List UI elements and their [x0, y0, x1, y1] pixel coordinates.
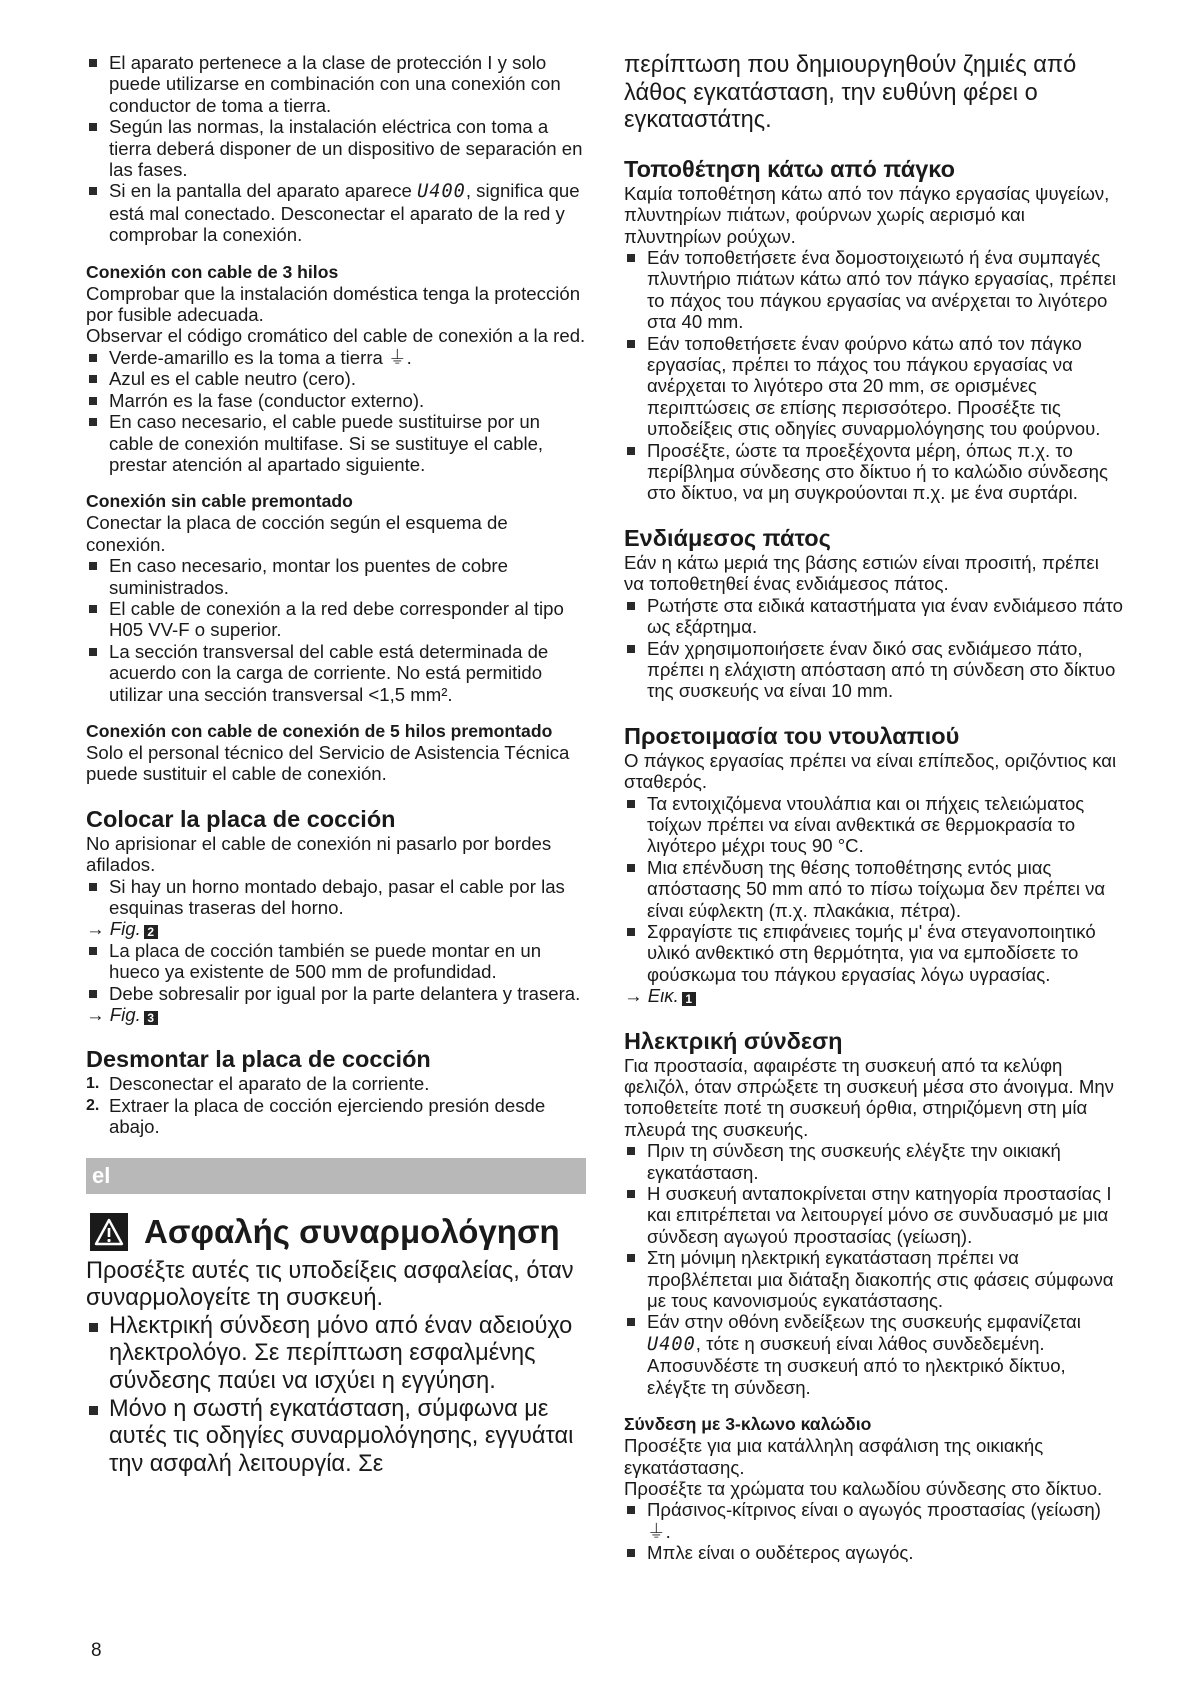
- list-item: [86, 180, 586, 245]
- list-item: Debe sobresalir por igual por la parte delantera y trasera.: [86, 983, 586, 1004]
- list-item: Marrón es la fase (conductor externo).: [86, 390, 586, 411]
- arrow-icon: →: [624, 985, 643, 1007]
- list-item: Εάν τοποθετήσετε ένα δομοστοιχειωτό ή ένα συμπαγές πλυντήριο πιάτων κάτω από τον πάγκο εργασίας, πρέπει το πάχος του πάγκου εργασίας να ανέρχεται το λιγότερο στα 40 mm.: [624, 247, 1124, 333]
- intro-bullet-list: [86, 52, 586, 246]
- right-column: [624, 52, 1124, 1564]
- display-code: U400: [647, 1333, 696, 1355]
- bullet-text: , significa que está mal conectado. Desconectar el aparato de la red y comprobar la conexión.: [109, 180, 580, 246]
- list-item: Στη μόνιμη ηλεκτρική εγκατάσταση πρέπει να προβλέπεται μια διάταξη διακοπής στις φάσεις σύμφωνα με τους κανονισμούς εγκατάστασης.: [624, 1247, 1124, 1311]
- paragraph: Observar el código cromático del cable de conexión a la red.: [86, 325, 586, 347]
- arrow-icon: →: [86, 1004, 105, 1026]
- list-item: Εάν τοποθετήσετε έναν φούρνο κάτω από τον πάγκο εργασίας, πρέπει το πάχος του πάγκου εργασίας να ανέρχεται το λιγότερο στα 20 mm, σε ορισμένες περιπτώσεις σε επίσης περισσότερο. Προσέξτε τις υποδείξεις στις οδηγίες συναρμολόγησης του φούρνου.: [624, 333, 1124, 440]
- paragraph: περίπτωση που δημιουργηθούν ζημιές από λάθος εγκατάσταση, την ευθύνη φέρει ο εγκαταστάτης.: [624, 52, 1077, 134]
- continued-text: [624, 52, 1124, 135]
- paragraph: Conectar la placa de cocción según el esquema de conexión.: [86, 512, 508, 555]
- list-item: Según las normas, la instalación eléctrica con toma a tierra deberá disponer de un dispositivo de separación en las fases.: [86, 116, 586, 180]
- paragraph: Solo el personal técnico del Servicio de Asistencia Técnica puede sustituir el cable de conexión.: [86, 741, 570, 785]
- list-item: Μόνο η σωστή εγκατάσταση, σύμφωνα με αυτές τις οδηγίες συναρμολόγησης, εγγυάται την ασφαλή λειτουργία. Σε: [86, 1396, 586, 1479]
- figure-label: Εικ.: [647, 985, 679, 1007]
- warning-icon: [90, 1213, 128, 1251]
- section-heading: Τοποθέτηση κάτω από πάγκο: [624, 155, 955, 182]
- list-item: Μια επένδυση της θέσης τοποθέτησης εντός μιας απόστασης 50 mm από το πίσω τοίχωμα δεν πρέπει να είναι εύφλεκτη (π.χ. πλακάκια, πέτρα).: [624, 857, 1124, 921]
- bullet-list: [624, 793, 1124, 986]
- list-item: Azul es el cable neutro (cero).: [86, 368, 586, 389]
- section-heading: Ηλεκτρική σύνδεση: [624, 1027, 843, 1054]
- step-text: Extraer la placa de cocción ejerciendo presión desde abajo.: [109, 1094, 546, 1138]
- figure-number: 3: [144, 1011, 158, 1025]
- page-title: Ασφαλής συναρμολόγηση: [144, 1212, 560, 1250]
- paragraph: Προσέξτε τα χρώματα του καλωδίου σύνδεσης στο δίκτυο.: [624, 1477, 1103, 1499]
- bullet-text: Si en la pantalla del aparato aparece: [109, 180, 418, 202]
- bullet-list: [86, 555, 586, 705]
- section-heading: Conexión con cable de 3 hilos: [86, 261, 339, 282]
- paragraph: Καμία τοποθέτηση κάτω από τον πάγκο εργασίας ψυγείων, πλυντηρίων πιάτων, φούρνων χωρίς αερισμό και πλυντηρίων ρούχων.: [624, 182, 1110, 247]
- section-heading: Conexión con cable de conexión de 5 hilos premontado: [86, 720, 553, 741]
- section-heading: Desmontar la placa de cocción: [86, 1046, 431, 1073]
- page-number: 8: [91, 1640, 102, 1661]
- safety-heading: [86, 1212, 586, 1252]
- list-item: Πράσινος-κίτρινος είναι ο αγωγός προστασίας (γείωση) ⏚.: [624, 1499, 1124, 1542]
- bullet-list: [86, 1313, 586, 1479]
- bullet-list: [86, 876, 586, 919]
- section-heading: Colocar la placa de cocción: [86, 805, 396, 832]
- list-item: En caso necesario, el cable puede sustituirse por un cable de conexión multifase. Si se sustituye el cable, prestar atención al apartado siguiente.: [86, 411, 586, 475]
- list-item: Τα εντοιχιζόμενα ντουλάπια και οι πήχεις τελειώματος τοίχων πρέπει να είναι ανθεκτικά σε θερμοκρασία το λιγότερο μέχρι τους 90 °C.: [624, 793, 1124, 857]
- section-heading: Προετοιμασία του ντουλαπιού: [624, 722, 960, 749]
- figure-reference: [86, 918, 586, 939]
- display-code: U400: [417, 181, 466, 203]
- list-item: Μπλε είναι ο ουδέτερος αγωγός.: [624, 1542, 1124, 1563]
- bullet-list: [86, 347, 586, 475]
- paragraph: Για προστασία, αφαιρέστε τη συσκευή από τα κελύφη φελιζόλ, όταν σπρώξετε τη συσκευή μέσα στο άνοιγμα. Μην τοποθετείτε ποτέ τη συσκευή όρθια, στηριζόμενη στη μία πλευρά της συσκευής.: [624, 1054, 1114, 1140]
- section-heading: Σύνδεση με 3-κλωνο καλώδιο: [624, 1414, 872, 1435]
- list-item: Σφραγίστε τις επιφάνειες τομής μ' ένα στεγανοποιητικό υλικό ανθεκτικό στη θερμότητα, για να εμποδίσετε το φούσκωμα του πάγκου εργασίας λόγω υγρασίας.: [624, 921, 1124, 985]
- bullet-text: , τότε η συσκευή είναι λάθος συνδεδεμένη. Αποσυνδέστε τη συσκευή από το ηλεκτρικό δίκτυο, ελέγξτε τη σύνδεση.: [647, 1332, 1066, 1398]
- list-item: Η συσκευή ανταποκρίνεται στην κατηγορία προστασίας I και επιτρέπεται να λειτουργεί μόνο σε συνδυασμό με μια σύνδεση αγωγού προστασίας (γείωση).: [624, 1183, 1124, 1247]
- numbered-list: [86, 1073, 586, 1137]
- list-item: Προσέξτε, ώστε τα προεξέχοντα μέρη, όπως π.χ. το περίβλημα σύνδεσης στο δίκτυο ή το καλώδιο σύνδεσης στο δίκτυο, να μη συγκρούονται π.χ. με ένα συρτάρι.: [624, 440, 1124, 504]
- list-item: Ηλεκτρική σύνδεση μόνο από έναν αδειούχο ηλεκτρολόγο. Σε περίπτωση εσφαλμένης σύνδεσης παύει να ισχύει η εγγύηση.: [86, 1313, 586, 1396]
- step-number: 2.: [86, 1096, 100, 1114]
- list-item: En caso necesario, montar los puentes de cobre suministrados.: [86, 555, 586, 598]
- figure-reference: [86, 1004, 586, 1025]
- bullet-list: [86, 940, 586, 1004]
- list-item: [624, 1311, 1124, 1398]
- list-item: El cable de conexión a la red debe corresponder al tipo H05 VV-F o superior.: [86, 598, 586, 641]
- language-bar: el: [86, 1158, 586, 1194]
- section-heading: Ενδιάμεσος πάτος: [624, 524, 831, 551]
- figure-number: 1: [682, 992, 696, 1006]
- section-heading: Conexión sin cable premontado: [86, 491, 353, 512]
- bullet-text: Εάν στην οθόνη ενδείξεων της συσκευής εμφανίζεται: [647, 1311, 1081, 1333]
- figure-number: 2: [144, 925, 158, 939]
- list-item: Verde-amarillo es la toma a tierra ⏚.: [86, 347, 586, 368]
- list-item: [86, 1095, 586, 1138]
- bullet-list: [624, 1140, 1124, 1398]
- list-item: Πριν τη σύνδεση της συσκευής ελέγξτε την οικιακή εγκατάσταση.: [624, 1140, 1124, 1183]
- list-item: La placa de cocción también se puede montar en un hueco ya existente de 500 mm de profundidad.: [86, 940, 586, 983]
- figure-reference: [624, 985, 1124, 1006]
- paragraph: Εάν η κάτω μεριά της βάσης εστιών είναι προσιτή, πρέπει να τοποθετηθεί ένας ενδιάμεσος πάτος.: [624, 551, 1099, 595]
- step-number: 1.: [86, 1075, 100, 1093]
- bullet-list: [624, 1499, 1124, 1563]
- step-text: Desconectar el aparato de la corriente.: [109, 1073, 430, 1095]
- paragraph: No aprisionar el cable de conexión ni pasarlo por bordes afilados.: [86, 832, 552, 876]
- arrow-icon: →: [86, 918, 105, 940]
- figure-label: Fig.: [109, 918, 141, 940]
- list-item: Ρωτήστε στα ειδικά καταστήματα για έναν ενδιάμεσο πάτο ως εξάρτημα.: [624, 595, 1124, 638]
- list-item: [86, 1073, 586, 1094]
- left-column: [86, 52, 586, 1478]
- bullet-list: [624, 595, 1124, 702]
- list-item: La sección transversal del cable está determinada de acuerdo con la carga de corriente. No está permitido utilizar una sección transversal <1,5 mm².: [86, 641, 586, 705]
- paragraph: Comprobar que la instalación doméstica tenga la protección por fusible adecuada.: [86, 282, 581, 326]
- list-item: Si hay un horno montado debajo, pasar el cable por las esquinas traseras del horno.: [86, 876, 586, 919]
- paragraph: Ο πάγκος εργασίας πρέπει να είναι επίπεδος, οριζόντιος και σταθερός.: [624, 749, 1117, 793]
- paragraph: Προσέξτε για μια κατάλληλη ασφάλιση της οικιακής εγκατάστασης.: [624, 1435, 1044, 1478]
- figure-label: Fig.: [109, 1004, 141, 1026]
- paragraph: Προσέξτε αυτές τις υποδείξεις ασφαλείας, όταν συναρμολογείτε τη συσκευή.: [86, 1257, 574, 1312]
- list-item: Εάν χρησιμοποιήσετε έναν δικό σας ενδιάμεσο πάτο, πρέπει η ελάχιστη απόσταση από τη σύνδεση στο δίκτυο της συσκευής να είναι 10 mm.: [624, 638, 1124, 702]
- list-item: El aparato pertenece a la clase de protección I y solo puede utilizarse en combinación con una conexión con conductor de toma a tierra.: [86, 52, 586, 116]
- safety-section: [86, 1258, 586, 1479]
- bullet-list: [624, 247, 1124, 504]
